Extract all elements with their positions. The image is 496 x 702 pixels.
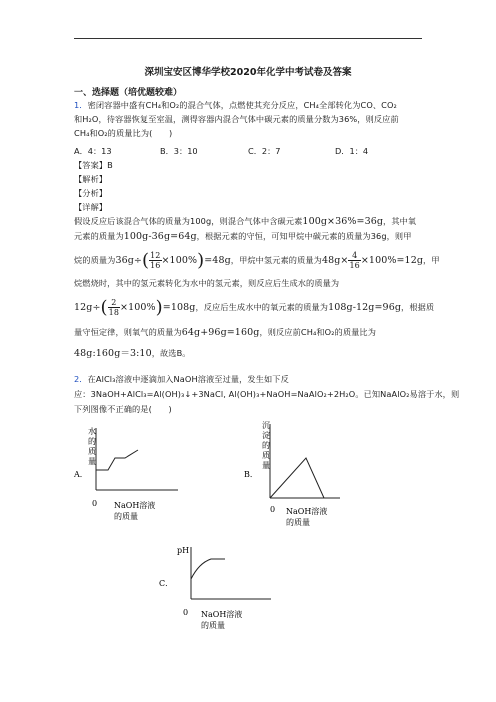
graph-b-origin: 0	[270, 505, 276, 514]
graph-a-ylabel-1: 的	[88, 437, 96, 446]
q2-stem-line2: 应：3NaOH+AlCl₃=Al(OH)₃↓+3NaCl, Al(OH)₃+NaOH=NaAlO₂+2H₂O。已知NaAlO₂易溶于水，则	[74, 389, 460, 399]
q1-answer: 【答案】B	[74, 160, 113, 170]
graph-b-label: B．	[244, 470, 258, 479]
q1-option-a: A．4：13	[74, 146, 112, 156]
graph-c-ylabel-0: pH	[177, 546, 190, 555]
fraction-4-16: $\frac{4}{16}$	[349, 251, 360, 270]
graph-c	[155, 535, 285, 637]
page-title: 深圳宝安区博华学校2020年化学中考试卷及答案	[144, 67, 352, 78]
q1-detail-line2: 元素的质量为100g-36g=64g，根据元素的守恒，可知甲烷中碳元素的质量为36g，则甲	[74, 231, 412, 242]
q1-detail-line1: 假设反应后该混合气体的质量为100g，则混合气体中含碳元素100g×36%=36g，其中氧	[74, 216, 417, 227]
graph-a-xlabel-0: NaOH溶液	[114, 501, 156, 510]
q1-detail-line4: 烷燃烧时，其中的氢元素转化为水中的氢元素，则反应后生成水的质量为	[74, 278, 340, 288]
graph-a-curve	[96, 450, 138, 470]
graph-b-curve	[270, 458, 324, 498]
graph-a-label: A．	[74, 470, 88, 479]
q1-detail-line7: 48g:160g＝3:10，故选B。	[74, 348, 191, 359]
graph-b	[240, 418, 360, 528]
q1-number: 1．	[74, 100, 88, 110]
graph-a-origin: 0	[92, 499, 98, 508]
section-heading: 一、选择题（培优题较难）	[74, 88, 183, 98]
q1-detail-line5: 12g÷( $\frac{2}{18}$ ×100%)=108g，反应后生成水中的氧元素的质量为108g-12g=96g，根据质	[74, 297, 435, 318]
q1-stem-line1	[74, 100, 397, 111]
q2-stem-line3: 下列图像不正确的是( )	[74, 404, 172, 414]
graph-c-xlabel-1: 的质量	[201, 621, 225, 630]
q1-option-c: C．2：7	[248, 146, 281, 156]
q2-stem-line1: 2．在AlCl₃溶液中逐滴加入NaOH溶液至过量，发生如下反	[74, 374, 289, 384]
graph-c-xlabel-0: NaOH溶液	[201, 610, 243, 619]
q1-option-d: D．1：4	[335, 146, 369, 156]
header-rule	[74, 38, 422, 39]
graph-a-ylabel-2: 质	[88, 447, 96, 456]
graph-c-curve	[191, 559, 225, 579]
graph-b-ylabel-3: 质	[262, 451, 270, 460]
fraction-2-18: $\frac{2}{18}$	[108, 298, 120, 317]
q1-option-b: B．3：10	[160, 146, 198, 156]
graph-b-ylabel-2: 的	[262, 441, 270, 450]
q1-stem-line2: 和H₂O，待容器恢复至室温，测得容器内混合气体中碳元素的质量分数为36%，则反应前	[74, 114, 399, 124]
q1-stem-text1: 密闭容器中盛有CH₄和O₂的混合气体，点燃使其充分反应，CH₄全部转化为CO、CO₂	[87, 100, 397, 110]
fraction-12-16: $\frac{12}{16}$	[150, 251, 161, 270]
q1-jiexi-label: 【解析】	[74, 174, 108, 184]
graph-a-ylabel-3: 量	[88, 457, 96, 466]
graph-b-ylabel-4: 量	[262, 461, 270, 470]
graph-b-ylabel-0: 沉	[262, 421, 270, 430]
q2-number: 2．	[74, 374, 88, 384]
graph-b-xlabel-1: 的质量	[286, 518, 310, 527]
q1-stem-line3: CH₄和O₂的质量比为( )	[74, 128, 173, 138]
graph-a-ylabel-0: 水	[88, 427, 96, 436]
graph-c-origin: 0	[183, 608, 189, 617]
q1-detail-line6: 量守恒定律，则氧气的质量为64g+96g=160g，则反应前CH₄和O₂的质量比为	[74, 327, 376, 338]
q1-fenxi-label: 【分析】	[74, 188, 108, 198]
q1-detail-line3: 烷的质量为36g÷( $\frac{12}{16}$ ×100%)=48g，甲烷中氢元素的质量为48g× $\frac{4}{16}$ ×100%=12g，甲	[74, 250, 440, 271]
graph-a	[70, 420, 190, 525]
q1-xiangjie-label: 【详解】	[74, 202, 108, 212]
graph-b-ylabel-1: 淀	[262, 431, 270, 440]
graph-a-xlabel-1: 的质量	[114, 512, 138, 521]
graph-c-label: C．	[159, 579, 174, 588]
graph-b-xlabel-0: NaOH溶液	[286, 507, 328, 516]
